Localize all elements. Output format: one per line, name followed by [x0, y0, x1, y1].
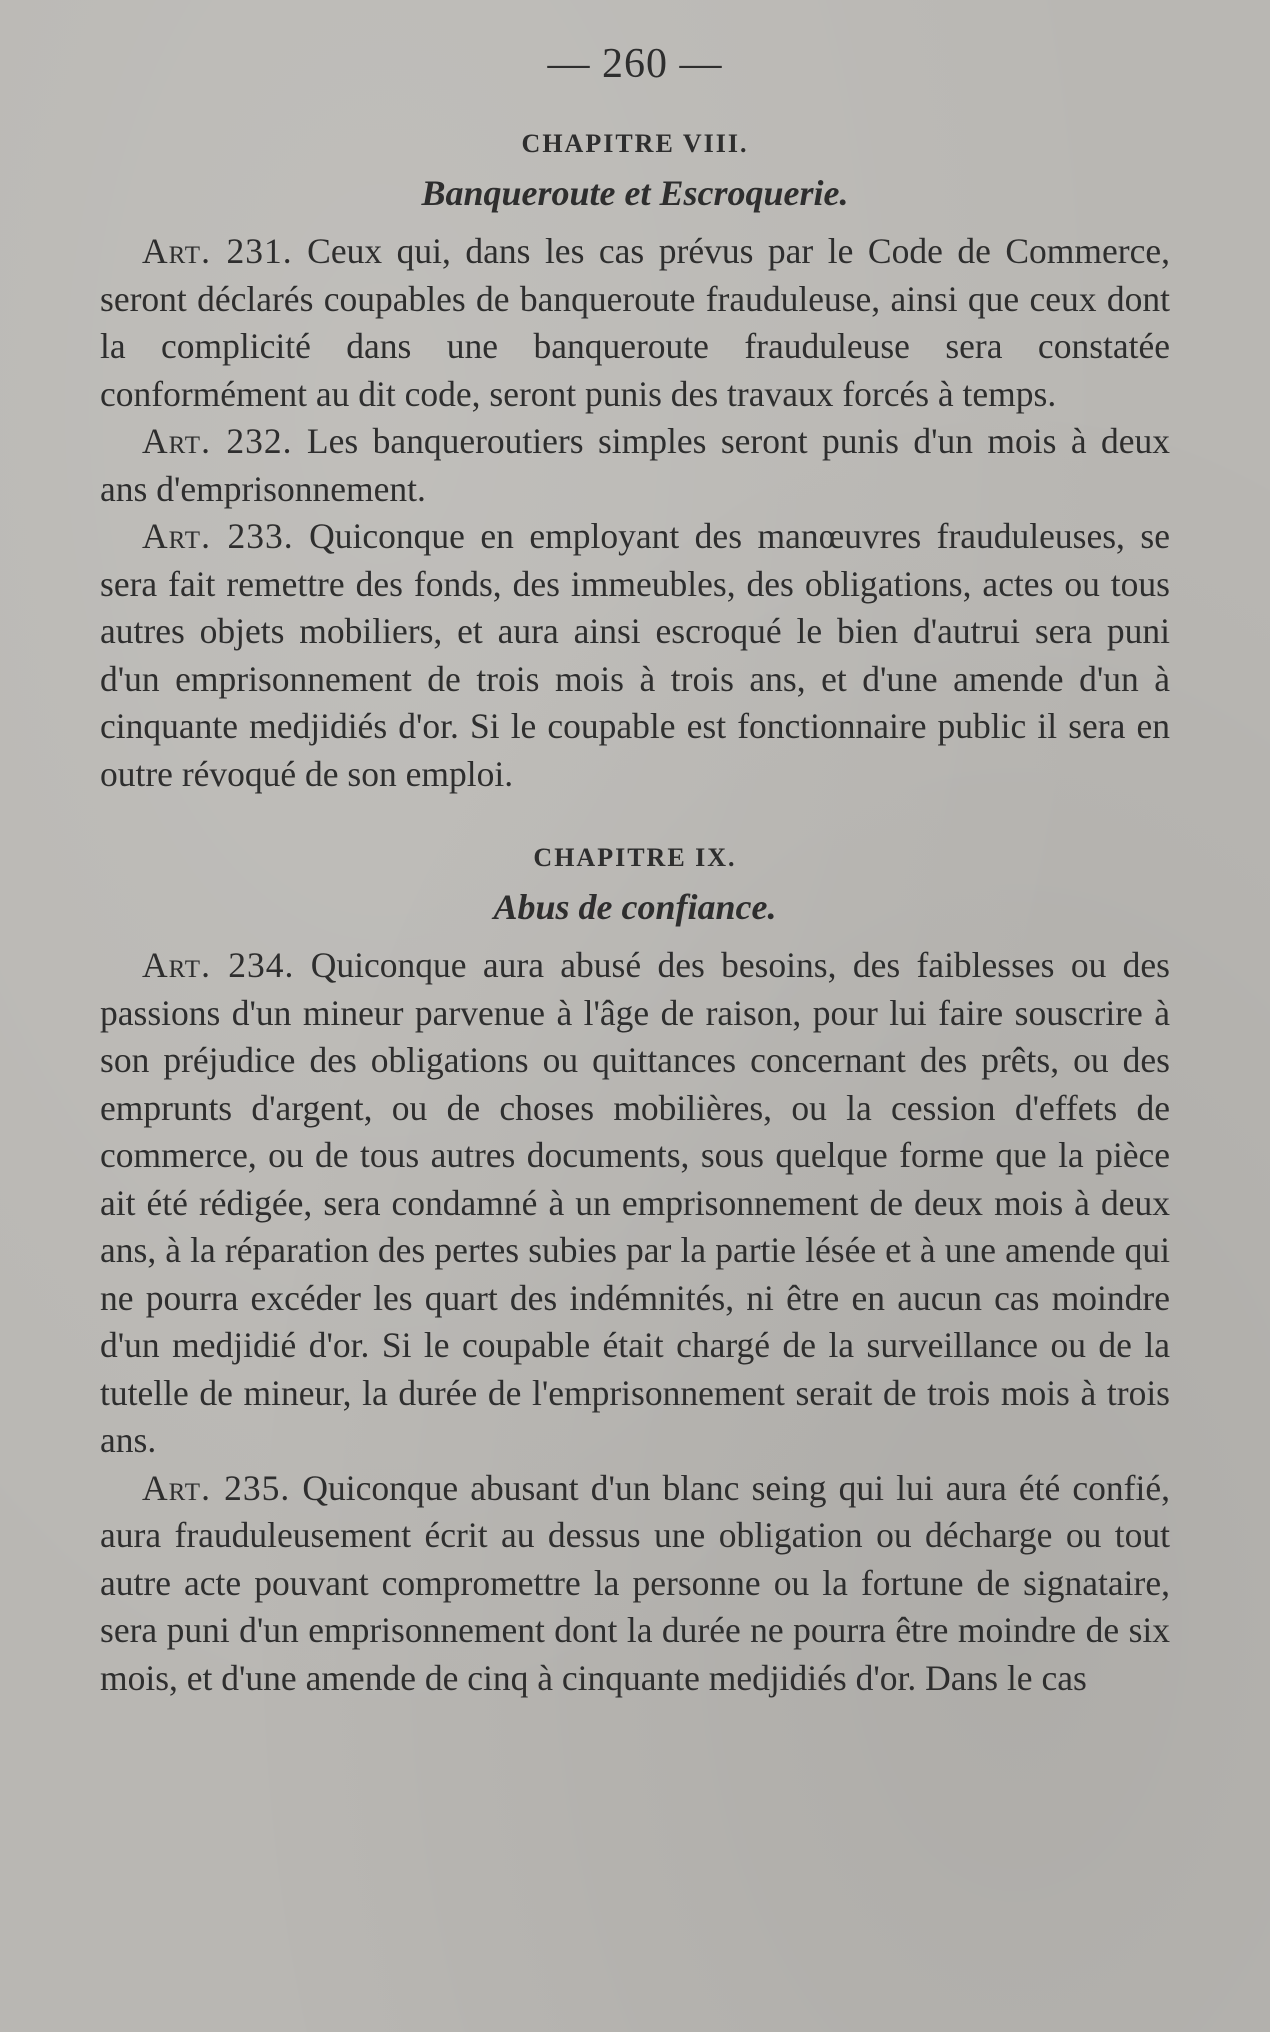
article-233 [100, 513, 1170, 798]
article-text: Quiconque aura abusé des besoins, des faiblesses ou des passions d'un mineur parvenue à l'âge de raison, pour lui faire souscrire à son préjudice des obligations ou quittances concernant des prêts, ou des emprunts d'argent, ou de choses mobilières, ou la cession d'effets de commerce, ou de tous autres documents, sous quelque forme que la pièce ait été rédigée, sera condamné à un emprisonnement de deux mois à deux ans, à la réparation des pertes subies par la partie lésée et à une amende qui ne pourra excéder les quart des indémnités, ni être en aucun cas moindre d'un medjidié d'or. Si le coupable était chargé de la surveillance ou de la tutelle de mineur, la durée de l'emprisonnement serait de trois mois à trois ans. [100, 945, 1170, 1460]
chapter-9 [100, 838, 1170, 1702]
article-232 [100, 418, 1170, 513]
article-label: Art. 231. [142, 231, 293, 271]
chapter-subtitle: Abus de confiance. [493, 887, 777, 927]
article-text: Les banqueroutiers simples seront punis d'un mois à deux ans d'emprisonnement. [100, 421, 1171, 509]
article-235 [100, 1465, 1170, 1703]
chapter-8 [100, 124, 1170, 798]
article-text: Quiconque abusant d'un blanc seing qui lui aura été confié, aura frauduleusement écrit au dessus une obligation ou décharge ou tout autre acte pouvant compromettre la personne ou la fortune de signataire, sera puni d'un emprisonnement dont la durée ne pourra être moindre de six mois, et d'une amende de cinq à cinquante medjidiés d'or. Dans le cas [100, 1467, 1170, 1698]
article-231 [100, 228, 1170, 418]
article-label: Art. 234. [142, 945, 295, 985]
article-234 [100, 942, 1170, 1465]
article-label: Art. 235. [142, 1467, 291, 1508]
article-label: Art. 233. [142, 516, 294, 556]
chapter-heading: CHAPITRE IX. [533, 843, 737, 872]
article-text: Quiconque en employant des manœuvres frauduleuses, se sera fait remettre des fonds, des immeubles, des obligations, actes ou tous autres objets mobiliers, et aura ainsi escroqué le bien d'autrui sera puni d'un emprisonnement de trois mois à trois ans, et d'une amende d'un à cinquante medjidiés d'or. Si le coupable est fonctionnaire public il sera en outre révoqué de son emploi. [100, 516, 1170, 794]
chapter-heading: CHAPITRE VIII. [521, 129, 749, 158]
article-text: Ceux qui, dans les cas prévus par le Code de Commerce, seront déclarés coupables de banqueroute frauduleuse, ainsi que ceux dont la complicité dans une banqueroute frauduleuse sera constatée conformément au dit code, seront punis des travaux forcés à temps. [100, 231, 1170, 414]
article-label: Art. 232. [142, 421, 293, 461]
page-number: — 260 — [547, 41, 723, 87]
chapter-subtitle: Banqueroute et Escroquerie. [421, 173, 849, 213]
